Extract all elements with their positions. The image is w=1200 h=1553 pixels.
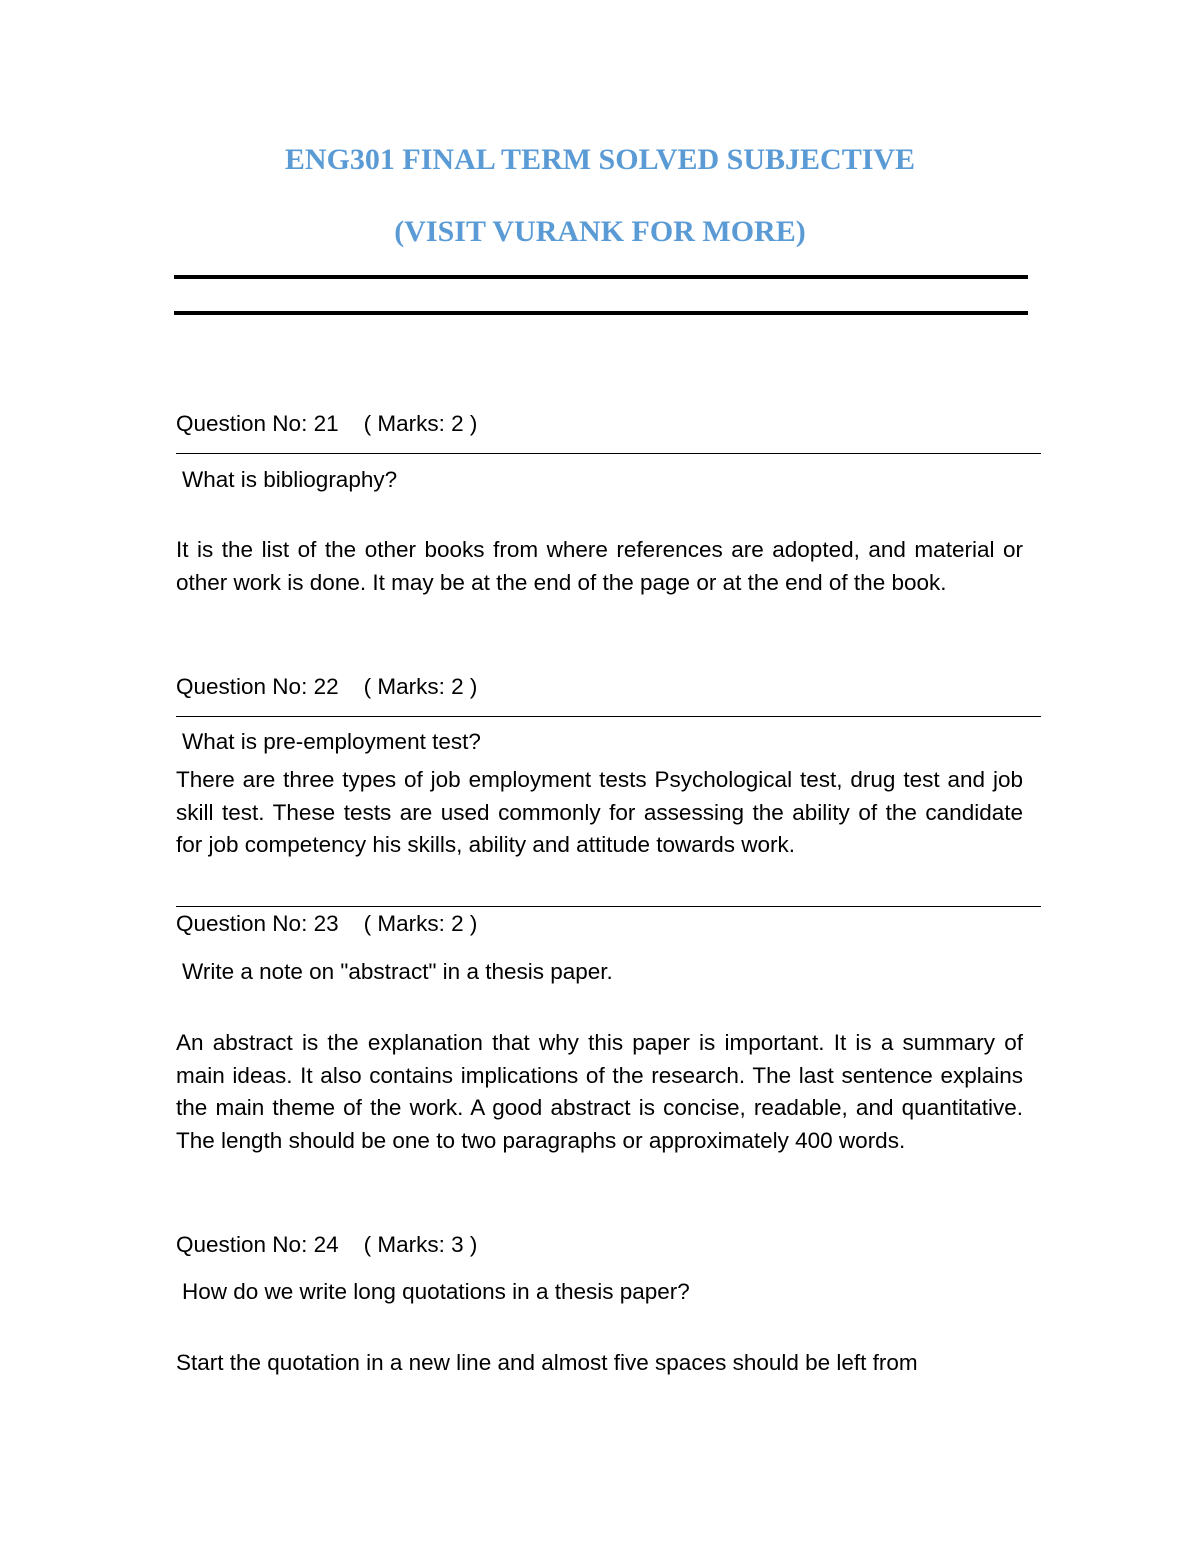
header-divider-bottom <box>174 311 1028 315</box>
document-subtitle: (VISIT VURANK FOR MORE) <box>394 215 806 248</box>
question-22-prompt: What is pre-employment test? <box>182 729 481 754</box>
question-22-answer: There are three types of job employment tests Psychological test, drug test and job skill test. These tests are used commonly for assessing the ability of the candidate for job competency his skills, ability and attitude towards work. <box>176 767 1023 857</box>
question-21-answer: It is the list of the other books from where references are adopted, and material or other work is done. It may be at the end of the page or at the end of the book. <box>176 537 1023 595</box>
question-21-heading: Question No: 21 ( Marks: 2 ) <box>176 411 478 436</box>
question-24-prompt: How do we write long quotations in a thesis paper? <box>182 1279 690 1304</box>
question-22-heading: Question No: 22 ( Marks: 2 ) <box>176 674 478 699</box>
question-24-heading: Question No: 24 ( Marks: 3 ) <box>176 1232 478 1257</box>
question-22-bottom-divider <box>176 906 1041 907</box>
header-divider-top <box>174 275 1028 279</box>
question-22-divider <box>176 716 1041 717</box>
question-21-prompt: What is bibliography? <box>182 467 398 492</box>
question-23-prompt: Write a note on "abstract" in a thesis paper. <box>182 959 613 984</box>
question-23-heading: Question No: 23 ( Marks: 2 ) <box>176 911 478 936</box>
document-title: ENG301 FINAL TERM SOLVED SUBJECTIVE <box>284 143 916 176</box>
question-23-answer: An abstract is the explanation that why this paper is important. It is a summary of main ideas. It also contains implications of the research. The last sentence explains the main theme of the work. A good abstract is concise, readable, and quantitative. The length should be one to two paragraphs or approximately 400 words. <box>176 1030 1023 1153</box>
question-21-divider <box>176 453 1041 454</box>
question-24-answer: Start the quotation in a new line and almost five spaces should be left from <box>176 1350 918 1375</box>
